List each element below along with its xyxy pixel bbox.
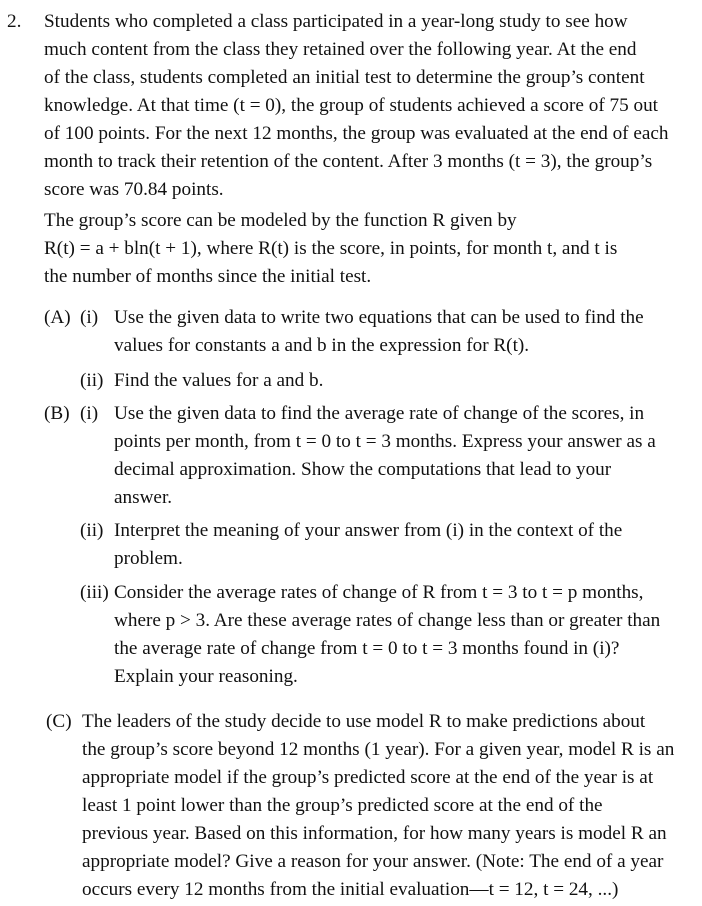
model-line: R(t) = a + bln(t + 1), where R(t) is the score, in points, for month t, and t is (44, 238, 618, 259)
part-b-i-label: (i) (80, 403, 99, 424)
part-c-line: previous year. Based on this information, for how many years is model R an (82, 823, 667, 844)
part-b-iii-line: the average rate of change from t = 0 to t = 3 months found in (i)? (114, 638, 620, 659)
part-b-iii-line: Explain your reasoning. (114, 666, 298, 687)
part-b-i-line: Use the given data to find the average rate of change of the scores, in (114, 403, 645, 424)
part-b-ii-line: problem. (114, 548, 183, 569)
part-c-line: occurs every 12 months from the initial evaluation—t = 12, t = 24, ...) (82, 879, 619, 900)
part-b-i-line: decimal approximation. Show the computations that lead to your (114, 459, 612, 480)
intro-line: much content from the class they retained over the following year. At the end (44, 39, 637, 60)
part-b-i-line: answer. (114, 487, 173, 508)
part-c-line: appropriate model? Give a reason for your answer. (Note: The end of a year (82, 851, 664, 872)
part-b-ii-line: Interpret the meaning of your answer from (i) in the context of the (114, 520, 623, 541)
part-b-iii-line: where p > 3. Are these average rates of change less than or greater than (114, 610, 661, 631)
intro-line: knowledge. At that time (t = 0), the group of students achieved a score of 75 out (44, 95, 659, 116)
part-b-iii-label: (iii) (80, 582, 109, 603)
part-a-ii-line: Find the values for a and b. (114, 370, 324, 391)
part-b-iii-line: Consider the average rates of change of R from t = 3 to t = p months, (114, 582, 644, 603)
part-a-i-line: values for constants a and b in the expression for R(t). (114, 335, 530, 356)
part-a-label: (A) (44, 307, 71, 328)
intro-line: Students who completed a class participated in a year-long study to see how (44, 11, 628, 32)
intro-line: score was 70.84 points. (44, 179, 224, 200)
part-c-line: least 1 point lower than the group’s predicted score at the end of the (82, 795, 603, 816)
part-c-line: The leaders of the study decide to use model R to make predictions about (82, 711, 646, 732)
intro-line: of the class, students completed an initial test to determine the group’s content (44, 67, 645, 88)
question-number: 2. (7, 11, 22, 32)
part-c-label: (C) (46, 711, 72, 732)
part-b-label: (B) (44, 403, 70, 424)
part-b-ii-label: (ii) (80, 520, 104, 541)
part-c-line: appropriate model if the group’s predicted score at the end of the year is at (82, 767, 654, 788)
part-a-i-label: (i) (80, 307, 99, 328)
part-a-i-line: Use the given data to write two equations that can be used to find the (114, 307, 644, 328)
part-c-line: the group’s score beyond 12 months (1 year). For a given year, model R is an (82, 739, 675, 760)
model-line: The group’s score can be modeled by the function R given by (44, 210, 517, 231)
part-a-ii-label: (ii) (80, 370, 104, 391)
model-line: the number of months since the initial test. (44, 266, 372, 287)
intro-line: month to track their retention of the content. After 3 months (t = 3), the group’s (44, 151, 653, 172)
intro-line: of 100 points. For the next 12 months, the group was evaluated at the end of each (44, 123, 669, 144)
part-b-i-line: points per month, from t = 0 to t = 3 months. Express your answer as a (114, 431, 656, 452)
